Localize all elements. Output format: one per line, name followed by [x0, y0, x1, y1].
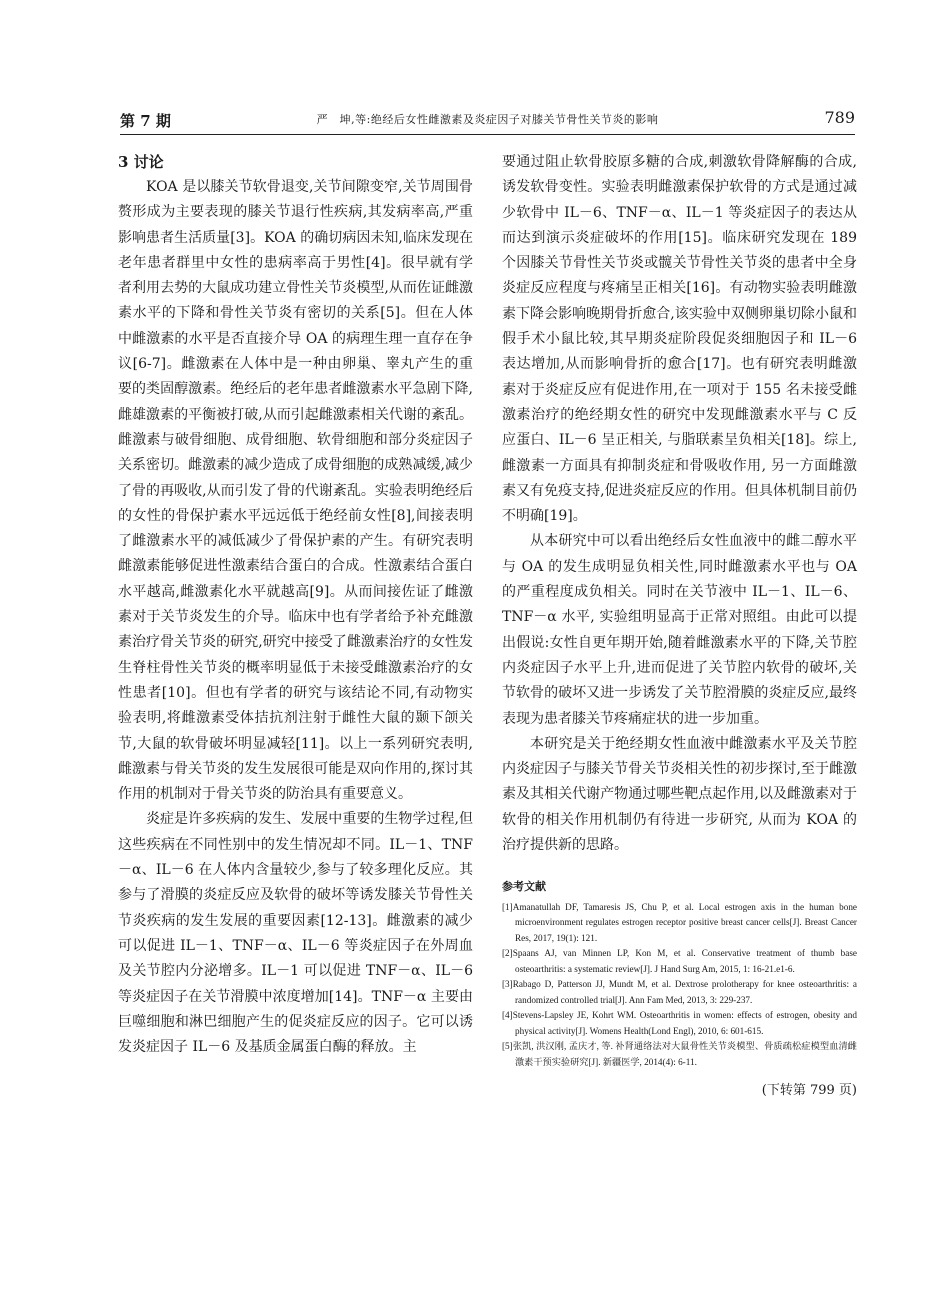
- body-paragraph: 从本研究中可以看出绝经后女性血液中的雌二醇水平与 OA 的发生成明显负相关性,同时雌激素水平也与 OA 的严重程度成负相关。同时在关节液中 IL－1、IL－6、TNF－α 水平, 实验组明显高于正常对照组。由此可以提出假说:女性自更年期开始,随着雌激素水平的下降,关节腔内炎症因子水平上升,进而促进了关节腔内软骨的破坏,关节软骨的破坏又进一步诱发了关节腔滑膜的炎症反应,最终表现为患者膝关节疼痛症状的进一步加重。: [502, 533, 857, 727]
- body-paragraph: KOA 是以膝关节软骨退变,关节间隙变窄,关节周围骨赘形成为主要表现的膝关节退行性疾病,其发病率高,严重影响患者生活质量[3]。KOA 的确切病因未知,临床发现在老年患者群里中女性的患病率高于男性[4]。很早就有学者利用去势的大鼠成功建立骨性关节炎模型,从而佐证雌激素水平的下降和骨性关节炎有密切的关系[5]。但在人体中雌激素的水平是否直接介导 OA 的病理生理一直存在争议[6-7]。雌激素在人体中是一种由卵巢、睾丸产生的重要的类固醇激素。绝经后的老年患者雌激素水平急剧下降,雌雄激素的平衡被打破,从而引起雌激素相关代谢的紊乱。雌激素与破骨细胞、成骨细胞、软骨细胞和部分炎症因子关系密切。雌激素的减少造成了成骨细胞的成熟减缓,减少了骨的再吸收,从而引发了骨的代谢紊乱。实验表明绝经后的女性的骨保护素水平远远低于绝经前女性[8],间接表明了雌激素水平的减低减少了骨保护素的产生。有研究表明雌激素能够促进性激素结合蛋白的合成。性激素结合蛋白水平越高,雌激素化水平就越高[9]。从而间接佐证了雌激素对于关节炎发生的介导。临床中也有学者给予补充雌激素治疗骨关节炎的研究,研究中接受了雌激素治疗的女性发生脊柱骨性关节炎的概率明显低于未接受雌激素治疗的女性患者[10]。但也有学者的研究与该结论不同,有动物实验表明,将雌激素受体拮抗剂注射于雌性大鼠的颞下颌关节,大鼠的软骨破坏明显减轻[11]。以上一系列研究表明,雌激素与骨关节炎的发生发展很可能是双向作用的,探讨其作用的机制对于骨关节炎的防治具有重要意义。: [118, 179, 473, 803]
- continued-note: (下转第 799 页): [761, 1083, 857, 1099]
- page-number: 789: [824, 108, 855, 127]
- section-heading: 3 讨论: [118, 153, 164, 171]
- reference-item: [4]Stevens-Lapsley JE, Kohrt WM. Osteoarthritis in women: effects of estrogen, obesity and physical activity[J]. Womens Health(Lond Engl), 2010, 6: 601-615.: [502, 1010, 857, 1036]
- body-paragraph: 本研究是关于绝经期女性血液中雌激素水平及关节腔内炎症因子与膝关节骨关节炎相关性的初步探讨,至于雌激素及其相关代谢产物通过哪些靶点起作用,以及雌激素对于软骨的相关作用机制仍有待进一步研究, 从而为 KOA 的治疗提供新的思路。: [502, 735, 857, 854]
- references-heading: 参考文献: [502, 881, 546, 894]
- running-header: [120, 108, 855, 135]
- reference-item: [3]Rabago D, Patterson JJ, Mundt M, et al. Dextrose prolotherapy for knee osteoarthritis: a randomized controlled trial[J]. Ann Fam Med, 2013, 3: 229-237.: [502, 979, 857, 1005]
- reference-item: [5]张凯, 洪汉刚, 孟庆才, 等. 补肾通络法对大鼠骨性关节炎模型、骨质疏松症模型血清雌激素干预实验研究[J]. 新疆医学, 2014(4): 6-11.: [502, 1041, 857, 1067]
- issue-number: 第 7 期: [120, 112, 171, 130]
- running-title: 严 坤,等:绝经后女性雌激素及炎症因子对膝关节骨性关节炎的影响: [316, 113, 659, 126]
- body-paragraph: 要通过阻止软骨胶原多糖的合成,刺激软骨降解酶的合成,诱发软骨变性。实验表明雌激素保护软骨的方式是通过减少软骨中 IL－6、TNF－α、IL－1 等炎症因子的表达从而达到演示炎症破坏的作用[15]。临床研究发现在 189 个因膝关节骨性关节炎或髋关节骨性关节炎的患者中全身炎症反应程度与疼痛呈正相关[16]。有动物实验表明雌激素下降会影响晚期骨折愈合,该实验中双侧卵巢切除小鼠和假手术小鼠比较,其早期炎症阶段促炎细胞因子和 IL－6 表达增加,从而影响骨折的愈合[17]。也有研究表明雌激素对于炎症反应有促进作用,在一项对于 155 名未接受雌激素治疗的绝经期女性的研究中发现雌激素水平与 C 反应蛋白、IL－6 呈正相关, 与脂联素呈负相关[18]。综上,雌激素一方面具有抑制炎症和骨吸收作用, 另一方面雌激素又有免疫支持,促进炎症反应的作用。但具体机制目前仍不明确[19]。: [502, 154, 857, 525]
- references-section: [502, 880, 857, 1070]
- right-column: [502, 150, 857, 1104]
- left-column: [118, 150, 473, 1060]
- reference-item: [1]Amanatullah DF, Tamaresis JS, Chu P, et al. Local estrogen axis in the human bone microenvironment regulates estrogen receptor positive breast cancer cells[J]. Breast Cancer Res, 2017, 19(1): 121.: [502, 901, 857, 943]
- reference-item: [2]Spaans AJ, van Minnen LP, Kon M, et al. Conservative treatment of thumb base osteoarthritis: a systematic review[J]. J Hand Surg Am, 2015, 1: 16-21.e1-6.: [502, 948, 857, 974]
- body-paragraph: 炎症是许多疾病的发生、发展中重要的生物学过程,但这些疾病在不同性别中的发生情况却不同。IL－1、TNF－α、IL－6 在人体内含量较少,参与了较多理化反应。其参与了滑膜的炎症反应及软骨的破坏等诱发膝关节骨性关节炎疾病的发生发展的重要因素[12-13]。雌激素的减少可以促进 IL－1、TNF－α、IL－6 等炎症因子在外周血及关节腔内分泌增多。IL－1 可以促进 TNF－α、IL－6 等炎症因子在关节滑膜中浓度增加[14]。TNF－α 主要由巨噬细胞和淋巴细胞产生的促炎症反应的因子。它可以诱发炎症因子 IL－6 及基质金属蛋白酶的释放。主: [118, 811, 473, 1056]
